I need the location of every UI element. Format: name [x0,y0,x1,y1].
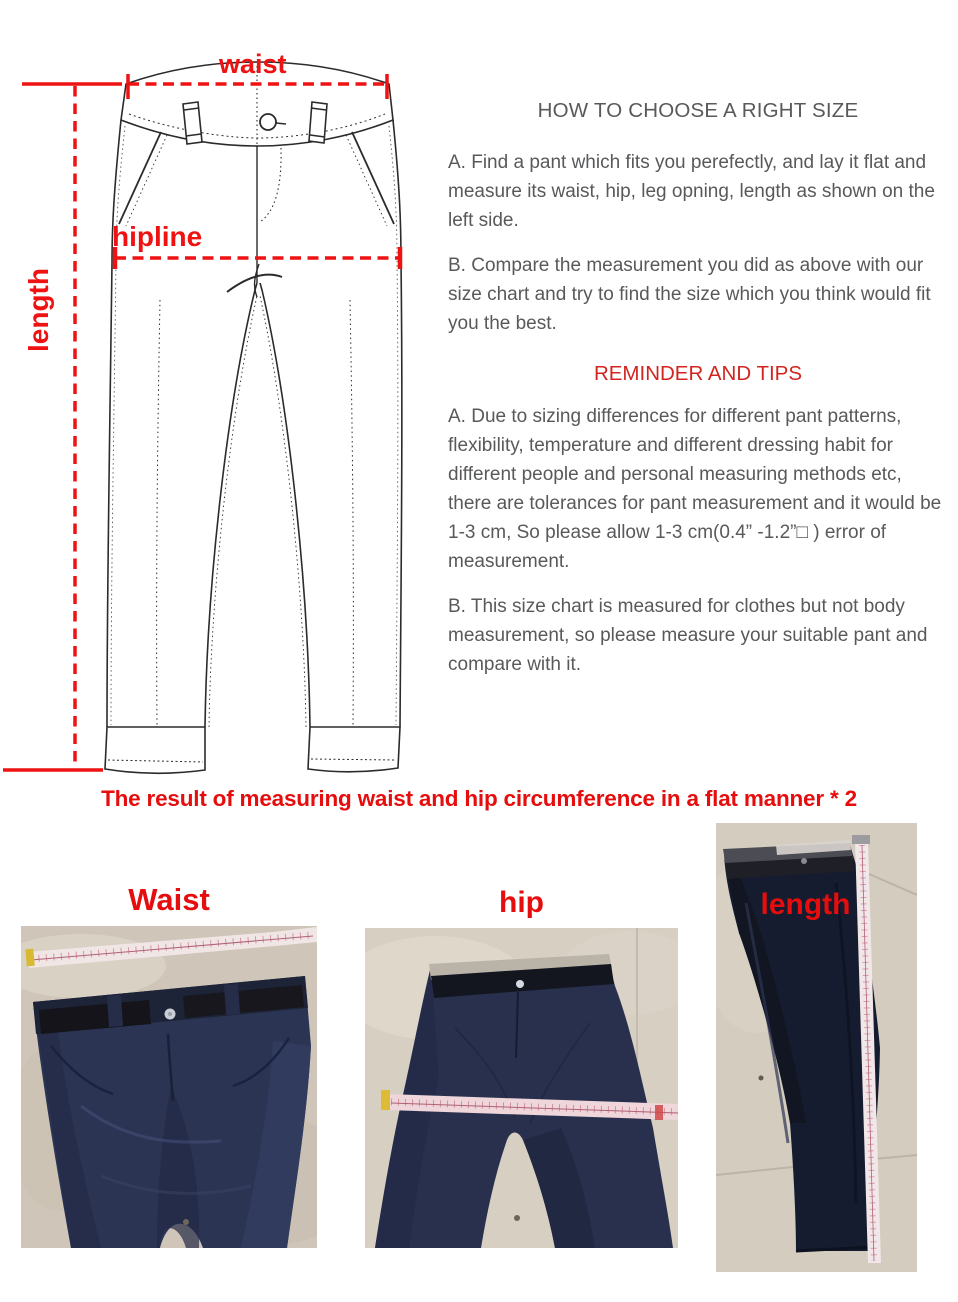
diagram-length-label: length [23,268,54,352]
belt-loop [224,984,240,1015]
tape-end-mark [655,1105,663,1120]
measurement-lines [3,74,400,770]
how-to-title: HOW TO CHOOSE A RIGHT SIZE [537,99,859,122]
photo-hip-label: hip [499,886,544,919]
pants-sketch [105,62,402,773]
hip-photo-art [365,928,678,1248]
pants-line-drawing [0,40,440,785]
photo-waist-measurement [21,926,317,1248]
tape-start-tab [25,949,34,967]
how-to-step-b: B. Compare the measurement you did as above with our size chart and try to find the size which you think would fit you the best. [448,255,931,334]
tape-start-tab [381,1090,390,1110]
button-sketch [260,114,276,130]
reminder-tip-a: A. Due to sizing differences for different pant patterns, flexibility, temperature and different dressing habit for different people and personal measuring methods etc, there are tolerances for pant measurement and it would be 1-3 cm, So please allow 1-3 cm(0.4” -1.2”□ ) error of measurement. [448,406,942,572]
pants-button [801,858,807,864]
reminder-title: REMINDER AND TIPS [593,362,803,385]
how-to-section [448,96,948,695]
tape-clip [852,835,870,844]
how-to-step-a: A. Find a pant which fits you perefectly, and lay it flat and measure its waist, hip, leg opning, length as shown on the left side. [448,152,935,231]
reminder-tip-b: B. This size chart is measured for clothes but not body measurement, so please measure your suitable pant and compare with it. [448,596,928,675]
photo-length-label: length [760,888,851,921]
diagram-hipline-label: hipline [112,221,203,252]
diagram-waist-label: waist [219,49,287,79]
photo-waist-label: Waist [128,882,210,917]
waist-photo-art [21,926,317,1248]
belt-loop [107,995,123,1027]
flat-measure-caption: The result of measuring waist and hip circumference in a flat manner * 2 [101,786,857,811]
pants-button [516,980,524,988]
photo-hip-measurement [365,928,678,1248]
